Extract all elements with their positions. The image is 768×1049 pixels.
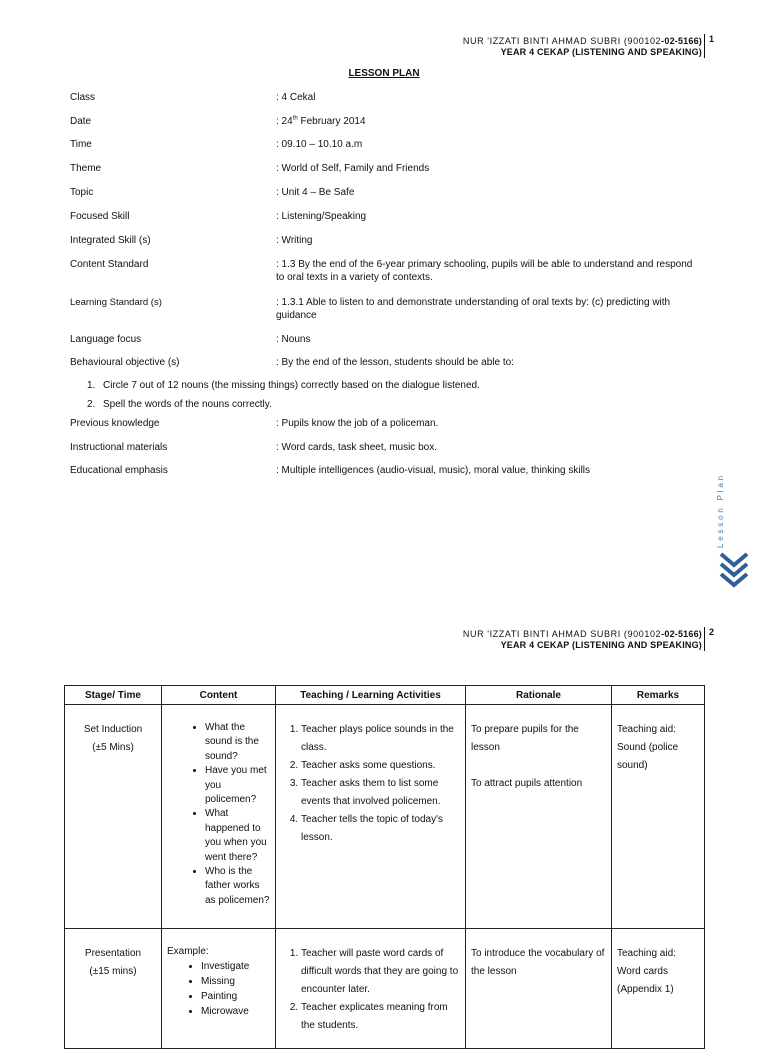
rationale-cell [466,705,612,929]
field-value: : By the end of the lesson, students should be able to: [276,357,514,368]
side-label-text: Lesson Plan [716,473,725,548]
list-item: • Have you met you policemen? [205,764,270,807]
stage-name: Presentation [84,948,142,959]
list-item: • Painting [201,989,270,1004]
list-item: 2. Spell the words of the nouns correctly. [87,399,272,410]
author-line [463,36,702,47]
rationale-text: To introduce the vocabulary of the lesson [471,948,605,977]
field-label: Theme [70,163,102,174]
page-number: 1 [704,34,714,58]
side-label [716,448,740,548]
column-header: Remarks [612,686,705,705]
field-label: Instructional materials [70,442,168,453]
field-value: : Unit 4 – Be Safe [276,187,355,198]
stage-name: Set Induction [83,724,143,735]
page-number: 2 [704,627,714,651]
field-value: : 1.3.1 Able to listen to and demonstrate understanding of oral texts by: (c) predicting with guidance [276,297,671,321]
activities-list [281,945,460,1035]
content-list [167,959,270,1019]
stage-cell [65,929,162,1049]
list-item: 1. Circle 7 out of 12 nouns (the missing things) correctly based on the dialogue listened. [87,380,480,391]
content-cell [162,929,276,1049]
list-item: • Investigate [201,959,270,974]
chevron-down-icon [718,548,750,590]
field-label: Previous knowledge [70,418,160,429]
page-header [463,36,702,58]
column-header: Stage/ Time [65,686,162,705]
table-row [65,929,705,1049]
activities-list [281,721,460,847]
list-item: 1. Teacher will paste word cards of difficult words that they are going to encounter later. [301,945,460,999]
author-name: NUR 'IZZATI BINTI AHMAD SUBRI (900102 [462,36,662,46]
remarks-cell: Teaching aid: Word cards (Appendix 1) [612,929,705,1049]
field-label: Behavioural objective (s) [70,357,180,368]
column-header: Rationale [466,686,612,705]
field-label: Class [70,92,96,103]
field-value: : 09.10 – 10.10 a.m [276,139,363,150]
list-item: • Who is the father works as policemen? [205,865,270,908]
list-item: 3. Teacher asks them to list some events that involved policemen. [301,775,460,811]
field-label: Topic [70,187,94,198]
rationale-cell [466,929,612,1049]
field-value: : Pupils know the job of a policeman. [276,418,439,429]
list-item: • What the sound is the sound? [205,721,270,764]
author-id: -02-5166) [661,629,702,639]
column-header: Content [162,686,276,705]
field-value: : Listening/Speaking [276,211,367,222]
lesson-table [64,685,705,1049]
page-title: LESSON PLAN [348,68,420,79]
list-item: • What happened to you when you went there? [205,807,270,865]
activities-cell [276,705,466,929]
list-item: • Missing [201,974,270,989]
field-value: : World of Self, Family and Friends [276,163,430,174]
table-row [65,705,705,929]
list-item: 4. Teacher tells the topic of today's lesson. [301,811,460,847]
course-line: YEAR 4 CEKAP (LISTENING AND SPEAKING) [500,47,702,57]
stage-cell [65,705,162,929]
field-value: : 24th February 2014 [276,115,366,127]
course-line: YEAR 4 CEKAP (LISTENING AND SPEAKING) [500,640,702,650]
field-label: Learning Standard (s) [70,297,162,308]
table-header-row [65,686,705,705]
remarks-cell: Teaching aid: Sound (police sound) [612,705,705,929]
rationale-text: To prepare pupils for the lesson [471,724,579,753]
author-name: NUR 'IZZATI BINTI AHMAD SUBRI (900102 [462,629,662,639]
field-label: Time [70,139,92,150]
list-item: • Microwave [201,1004,270,1019]
page-header [463,629,702,651]
field-value: : Word cards, task sheet, music box. [276,442,437,453]
objectives-list [87,376,480,414]
author-id: -02-5166) [661,36,702,46]
author-line [463,629,702,640]
field-label: Integrated Skill (s) [70,235,151,246]
list-item: 1. Teacher plays police sounds in the class. [301,721,460,757]
stage-time: (±5 Mins) [92,742,134,753]
field-label: Educational emphasis [70,465,168,476]
list-item: 2. Teacher asks some questions. [301,757,460,775]
field-value: : Nouns [276,334,311,345]
column-header: Teaching / Learning Activities [276,686,466,705]
rationale-text: To attract pupils attention [471,778,583,789]
field-value: : 1.3 By the end of the 6-year primary schooling, pupils will be able to understand and respond to oral texts in a variety of contexts. [276,259,693,283]
content-intro: Example: [167,946,209,957]
content-cell [162,705,276,929]
activities-cell [276,929,466,1049]
field-value: : 4 Cekal [276,92,316,103]
list-item: 2. Teacher explicates meaning from the students. [301,999,460,1035]
stage-time: (±15 mins) [89,966,137,977]
field-label: Focused Skill [70,211,130,222]
field-label: Date [70,116,92,127]
field-label: Content Standard [70,259,149,270]
field-value: : Writing [276,235,313,246]
field-value: : Multiple intelligences (audio-visual, music), moral value, thinking skills [276,465,591,476]
content-list [167,721,270,908]
field-label: Language focus [70,334,142,345]
